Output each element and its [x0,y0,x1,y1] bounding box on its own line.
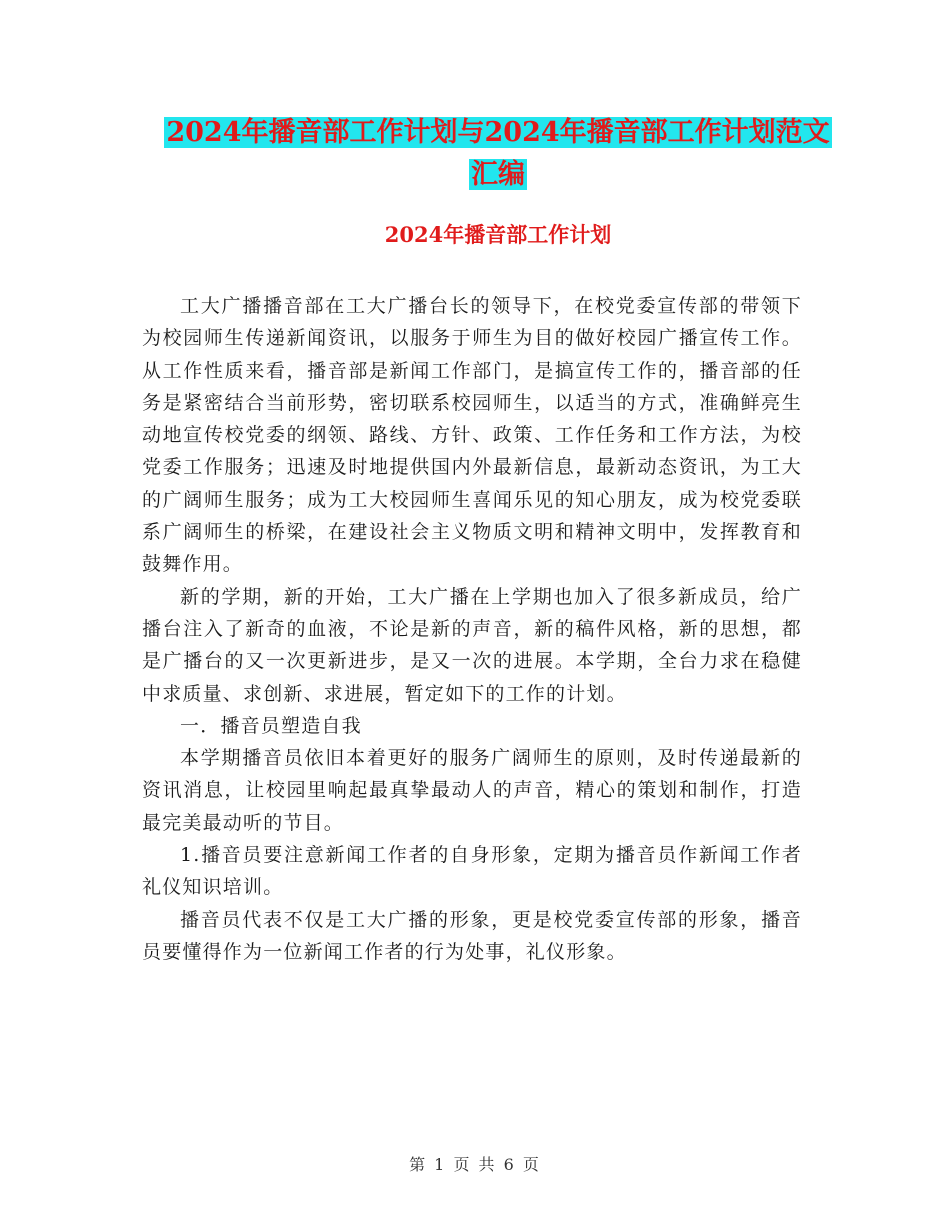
paragraph: 工大广播播音部在工大广播台长的领导下，在校党委宣传部的带领下为校园师生传递新闻资讯，以服务于师生为目的做好校园广播宣传工作。从工作性质来看，播音部是新闻工作部门，是搞宣传工作的，播音部的任务是紧密结合当前形势，密切联系校园师生，以适当的方式，准确鲜亮生动地宣传校党委的纲领、路线、方针、政策、工作任务和工作方法，为校党委工作服务；迅速及时地提供国内外最新信息，最新动态资讯，为工大的广阔师生服务；成为工大校园师生喜闻乐见的知心朋友，成为校党委联系广阔师生的桥梁，在建设社会主义物质文明和精神文明中，发挥教育和鼓舞作用。 [142,295,802,576]
document-title-line2: 汇编 [471,159,525,190]
paragraph: 一．播音员塑造自我 [180,714,362,737]
paragraph: 播音员代表不仅是工大广播的形象，更是校党委宣传部的形象，播音员要懂得作为一位新闻工作者的行为处事，礼仪形象。 [142,908,802,963]
document-title-line1: 2024年播音部工作计划与2024年播音部工作计划范文 [166,117,830,148]
paragraph: 本学期播音员依旧本着更好的服务广阔师生的原则，及时传递最新的资讯消息，让校园里响起最真挚最动人的声音，精心的策划和制作，打造最完美最动听的节目。 [142,747,802,834]
paragraph: 1.播音员要注意新闻工作者的自身形象，定期为播音员作新闻工作者礼仪知识培训。 [142,844,802,899]
section-title: 2024年播音部工作计划 [384,222,612,247]
paragraph: 新的学期，新的开始，工大广播在上学期也加入了很多新成员，给广播台注入了新奇的血液，不论是新的声音，新的稿件风格，新的思想，都是广播台的又一次更新进步，是又一次的进展。本学期，全台力求在稳健中求质量、求创新、求进展，暂定如下的工作的计划。 [142,585,802,705]
document-body [142,290,802,968]
page-footer: 第 1 页 共 6 页 [409,1155,541,1174]
document-title [140,112,856,196]
